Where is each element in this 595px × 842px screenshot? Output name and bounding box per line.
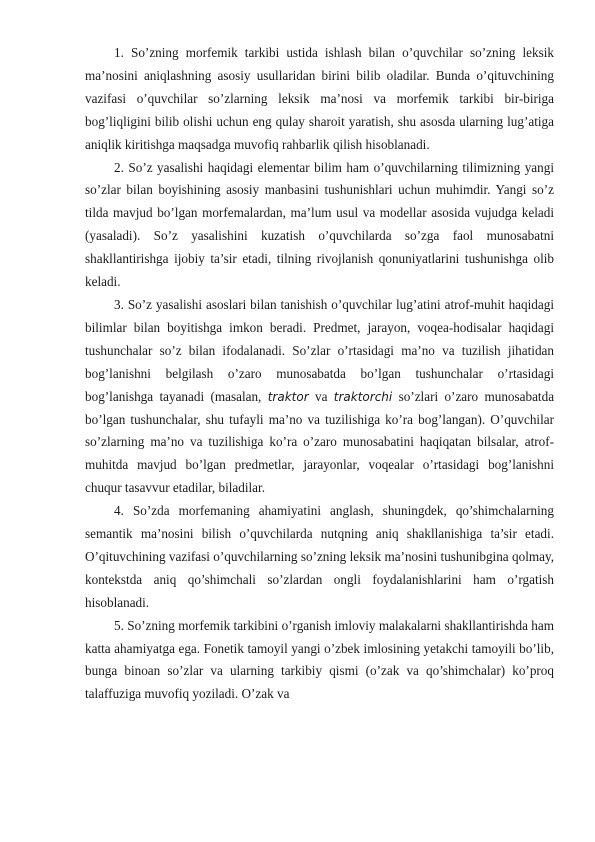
- paragraph-text-before: So’z yasalishi asoslari bilan tanishish o’quvchilar lug’atini atrof-muhit haqidagi bilimlar bilan boyitishga imkon beradi. Predmet, jarayon, voqea-hodisalar haqidagi tushunchalar so’z bilan ifodalanadi. So’zlar o’rtasidagi ma’no va tuzilish jihatidan bog’lanishni belgilash o’zaro munosabatda bo’lgan tushunchalar o’rtasidagi bog’lanishga tayanadi (masalan,: [85, 296, 554, 404]
- paragraph-text: So’z yasalishi haqidagi elementar bilim ham o’quvchilarning tilimizning yangi so’zlar bilan boyishining asosiy manbasini tushunishlari uchun muhimdir. Yangi so’z tilda mavjud bo’lgan morfemalardan, ma’lum usul va modellar asosida vujudga keladi (yasaladi). So’z yasalishini kuzatish o’quvchilarda so’zga faol munosabatni shakllantirishga ijobiy ta’sir etadi, tilning rivojlanish qonuniyatlarini tushunishga olib keladi.: [85, 159, 555, 290]
- paragraph-number: 2.: [114, 159, 124, 175]
- italic-term-traktorchi: traktorchi: [333, 389, 393, 404]
- paragraph-text-after: so’zlari o’zaro munosabatda bo’lgan tushunchalar, shu tufayli ma’no va tuzilishiga ko’ra bog’langan). O’quvchilar so’zlarning ma’no va tuzilishiga ko’ra o’zaro munosabatini haqiqatan bilsalar, atrof-muhitda mavjud bo’lgan predmetlar, jarayonlar, voqealar o’rtasidagi bog’lanishni chuqur tasavvur etadilar, biladilar.: [85, 388, 555, 496]
- paragraph-number: 5.: [114, 617, 124, 633]
- paragraph-text: So’zning morfemik tarkibini o’rganish imloviy malakalarni shakllantirishda ham katta ahamiyatga ega. Fonetik tamoyil yangi o’zbek imlosining yetakchi tamoyili bo’lib, bunga binoan so’zlar va ularning tarkibiy qismi (o’zak va qo’shimchalar) ko’proq talaffuziga muvofiq yoziladi. O’zak va: [85, 617, 554, 702]
- paragraph-text: So’zda morfemaning ahamiyatini anglash, shuningdek, qo’shimchalarning semantik ma’nosini bilish o’quvchilarda nutqning aniq shakllanishiga ta’sir etadi. O’qituvchining vazifasi o’quvchilarning so’zning leksik ma’nosini tushunibgina qolmay, kontekstda aniq qo’shimchali so’zlardan ongli foydalanishlarini ham o’rgatish hisoblanadi.: [85, 503, 554, 610]
- paragraph-number: 4.: [114, 503, 124, 519]
- paragraph-5: [85, 615, 554, 707]
- paragraph-2: [85, 157, 554, 294]
- paragraph-number: 1.: [114, 45, 124, 60]
- paragraph-4: [85, 500, 554, 615]
- document-page: [85, 42, 554, 706]
- italic-term-traktor: traktor: [267, 389, 309, 404]
- connector-word: va: [314, 388, 328, 404]
- paragraph-number: 3.: [114, 296, 124, 312]
- paragraph-1: [85, 42, 554, 157]
- paragraph-text: So’zning morfemik tarkibi ustida ishlash bilan o’quvchilar so’zning leksik ma’nosini aniqlashning asosiy usullaridan birini bilib oladilar. Bunda o’qituvchining vazifasi o’quvchilar so’zlarning leksik ma’nosi va morfemik tarkibi bir-biriga bog’liqligini bilib olishi uchun eng qulay sharoit yaratish, shu asosda ularning lug’atiga aniqlik kiritishga maqsadga muvofiq rahbarlik qilish hisoblanadi.: [85, 45, 555, 152]
- paragraph-3: [85, 294, 554, 500]
